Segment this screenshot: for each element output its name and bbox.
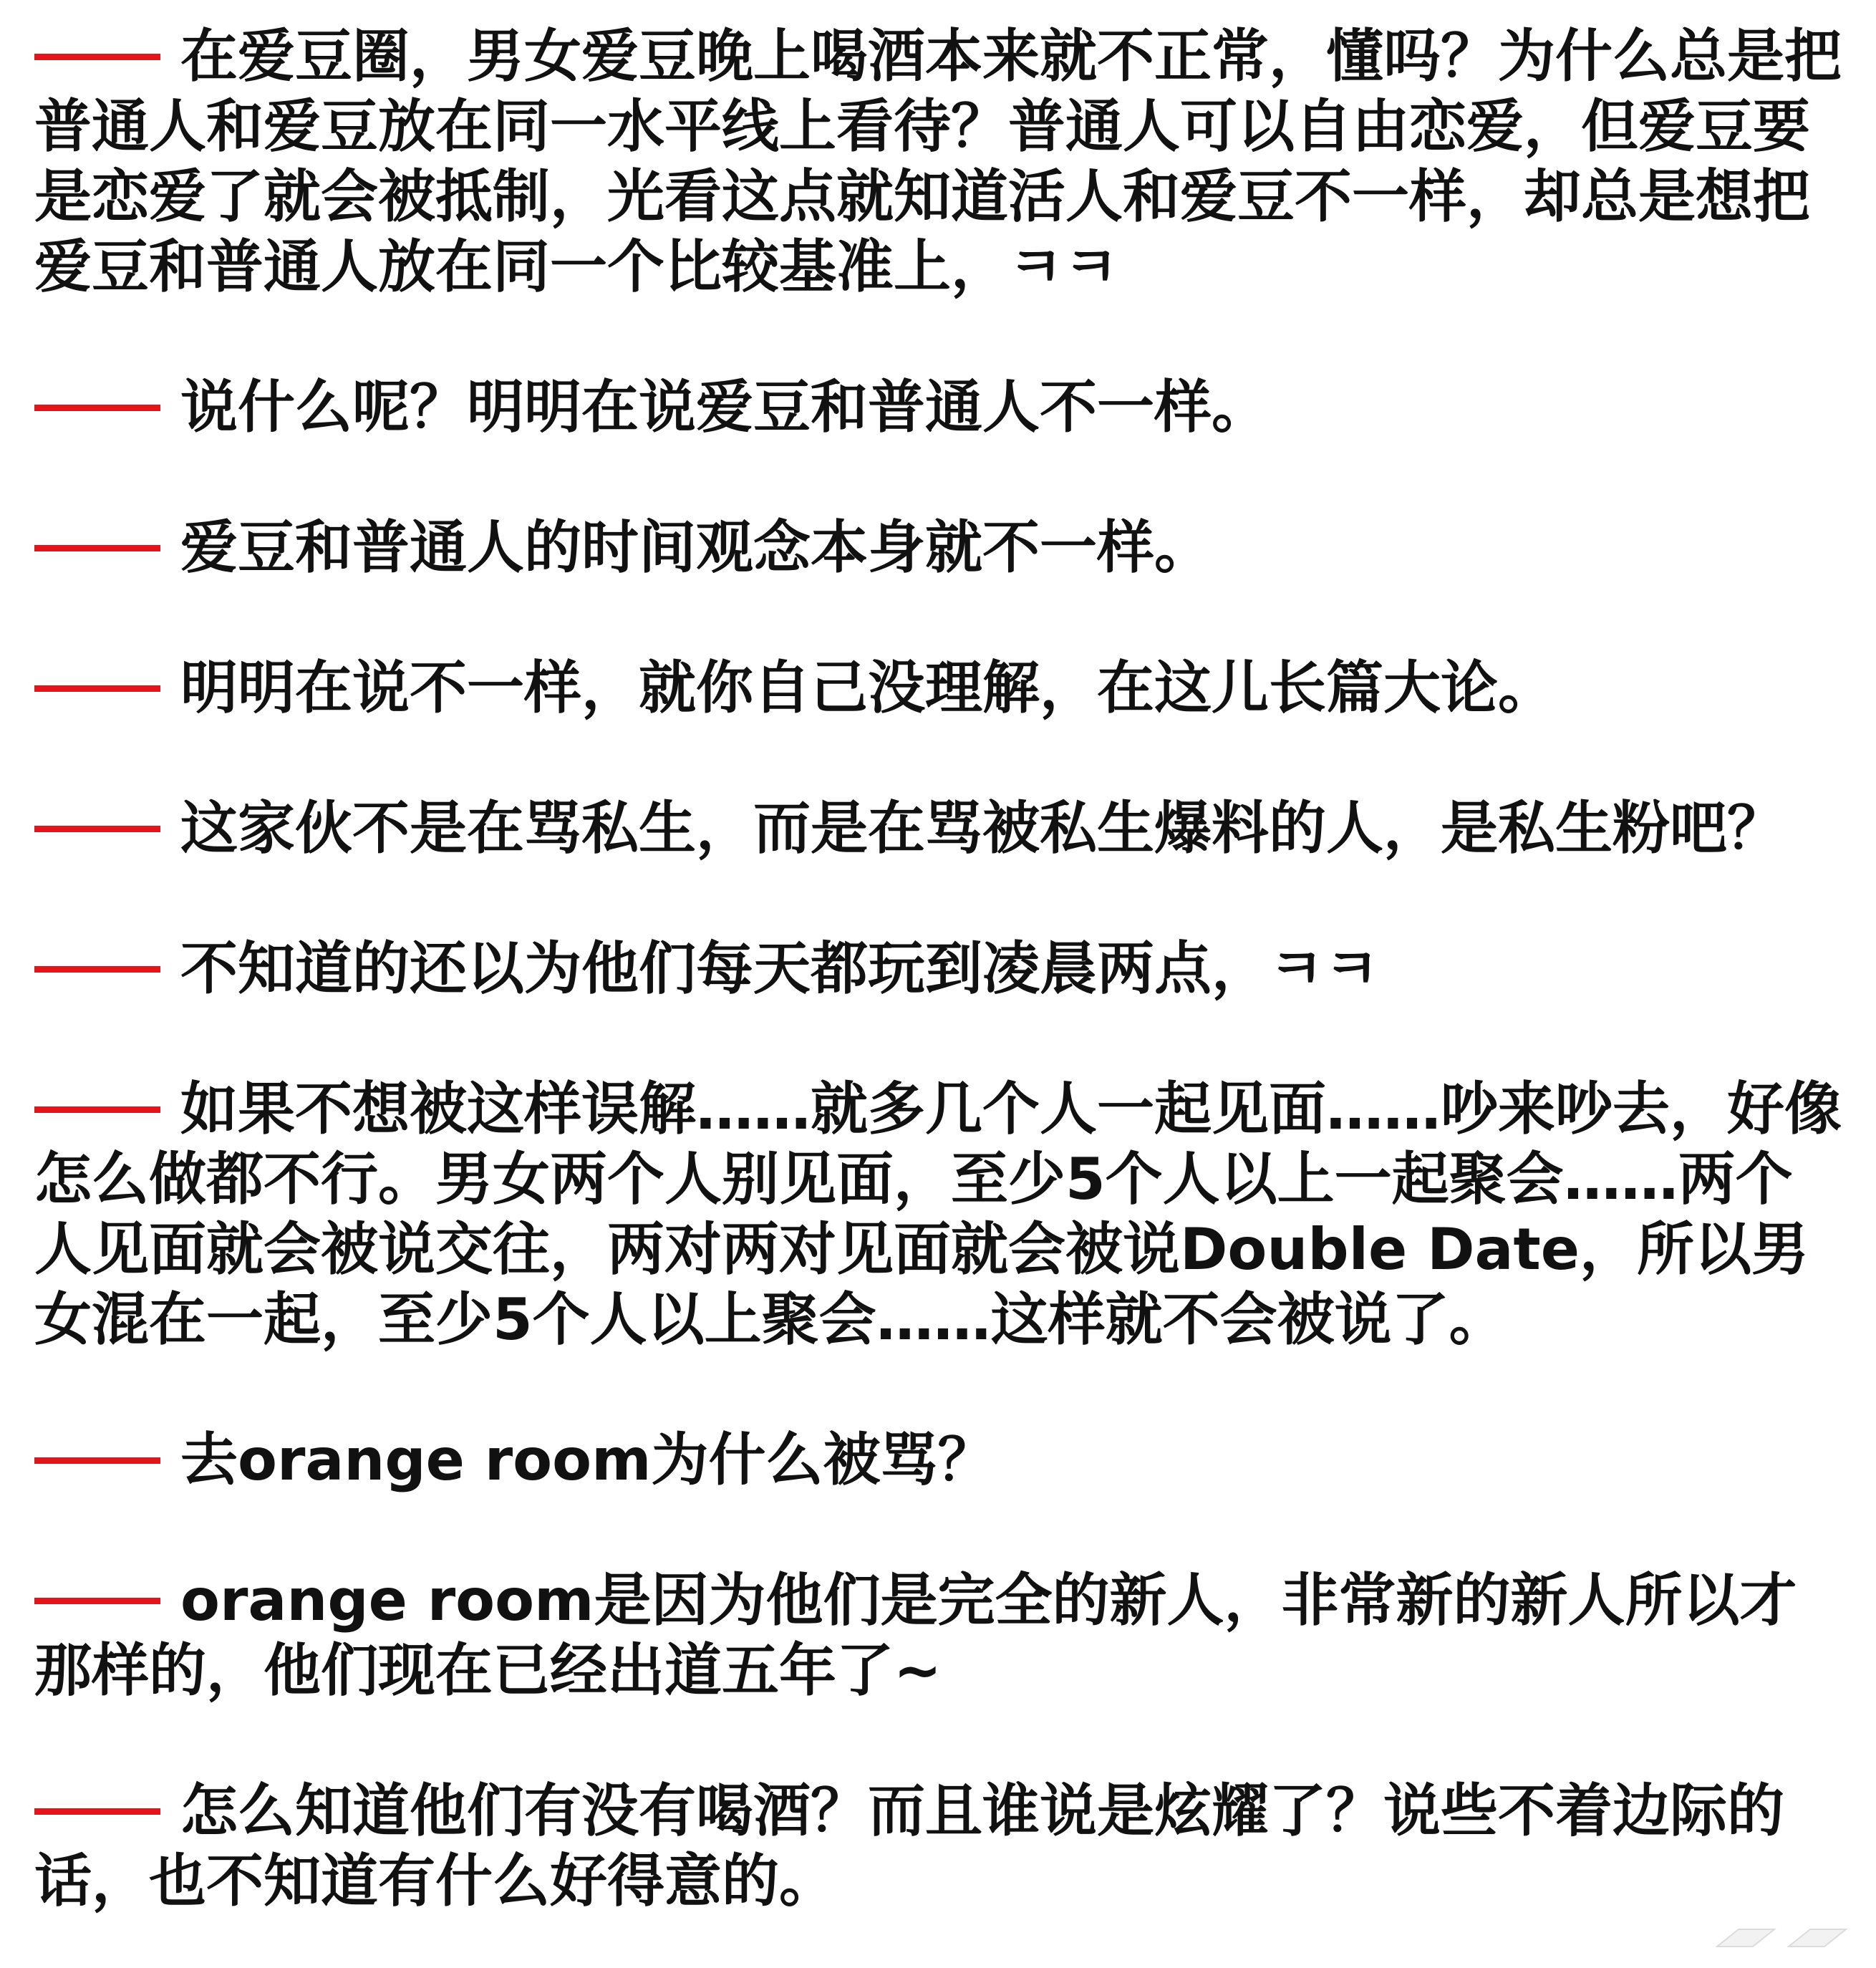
comment-paragraph-7 <box>34 1074 1842 1355</box>
comment-paragraph-1 <box>34 21 1842 302</box>
comment-text: 如果不想被这样误解……就多几个人一起见面……吵来吵去，好像怎么做都不行。男女两个人别见面，至少5个人以上一起聚会……两个人见面就会被说交往，两对两对见面就会被说Double Date，所以男女混在一起，至少5个人以上聚会……这样就不会被说了。 <box>34 1076 1842 1353</box>
red-dash-marker <box>34 1106 160 1113</box>
comment-paragraph-4 <box>34 653 1842 723</box>
comment-list <box>34 21 1842 1916</box>
red-dash-marker <box>34 1598 160 1604</box>
comment-text: 明明在说不一样，就你自己没理解，在这儿长篇大论。 <box>180 655 1555 721</box>
comment-paragraph-8 <box>34 1425 1842 1495</box>
red-dash-marker <box>34 545 160 551</box>
red-dash-marker <box>34 685 160 692</box>
comment-paragraph-6 <box>34 934 1842 1004</box>
comment-text: orange room是因为他们是完全的新人，非常新的新人所以才那样的，他们现在已经出道五年了~ <box>34 1567 1797 1704</box>
red-dash-marker <box>34 966 160 973</box>
comment-text: 去orange room为什么被骂？ <box>180 1427 995 1493</box>
comment-paragraph-5 <box>34 794 1842 864</box>
red-dash-marker <box>34 1457 160 1464</box>
red-dash-marker <box>34 1808 160 1815</box>
comment-text: 在爱豆圈，男女爱豆晚上喝酒本来就不正常，懂吗？为什么总是把普通人和爱豆放在同一水平线上看待？普通人可以自由恋爱，但爱豆要是恋爱了就会被抵制，光看这点就知道活人和爱豆不一样，却总是想把爱豆和普通人放在同一个比较基准上，ㅋㅋ <box>34 23 1842 300</box>
comment-text: 说什么呢？明明在说爱豆和普通人不一样。 <box>180 374 1269 440</box>
red-dash-marker <box>34 405 160 411</box>
comment-paragraph-9 <box>34 1566 1842 1706</box>
comment-text: 怎么知道他们有没有喝酒？而且谁说是炫耀了？说些不着边际的话，也不知道有什么好得意的。 <box>34 1778 1784 1914</box>
comment-paragraph-10 <box>34 1776 1842 1916</box>
red-dash-marker <box>34 826 160 832</box>
comment-text: 不知道的还以为他们每天都玩到凌晨两点，ㅋㅋ <box>180 935 1380 1002</box>
comment-paragraph-3 <box>34 513 1842 583</box>
watermark-icon <box>1710 1922 1860 1951</box>
red-dash-marker <box>34 54 160 60</box>
comment-text: 这家伙不是在骂私生，而是在骂被私生爆料的人，是私生粉吧？ <box>180 795 1784 862</box>
comment-paragraph-2 <box>34 372 1842 443</box>
comment-text: 爱豆和普通人的时间观念本身就不一样。 <box>180 514 1212 581</box>
